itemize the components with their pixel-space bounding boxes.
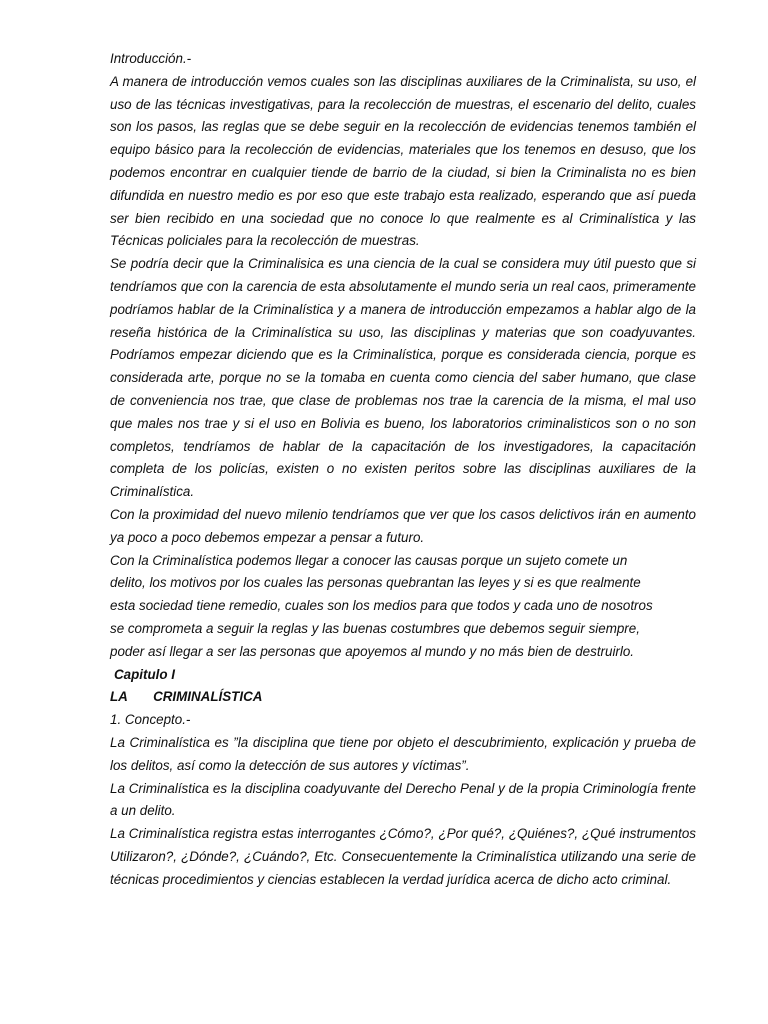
document-page (110, 48, 696, 891)
text-line: Con la Criminalística podemos llegar a conocer las causas porque un sujeto comete un (110, 552, 628, 568)
body-paragraph-7: La Criminalística registra estas interrogantes ¿Cómo?, ¿Por qué?, ¿Quiénes?, ¿Qué instrumentos Utilizaron?, ¿Dónde?, ¿Cuándo?, Etc. Consecuentemente la Criminalística utilizando una serie de técnicas procedimientos y ciencias establecen la verdad jurídica acerca de dicho acto criminal. (110, 826, 696, 887)
intro-heading: Introducción.- (110, 51, 192, 66)
definition-paragraph: La Criminalística es ”la disciplina que tiene por objeto el descubrimiento, explicación y prueba de los delitos, así como la detección de sus autores y víctimas”. (110, 734, 696, 773)
text-line: esta sociedad tiene remedio, cuales son los medios para que todos y cada uno de nosotros (110, 598, 653, 614)
intro-paragraph: A manera de introducción vemos cuales son las disciplinas auxiliares de la Criminalista, su uso, el uso de las técnicas investigativas, para la recolección de muestras, el escenario del delito, cuales son los pasos, las reglas que se debe seguir en la recolección de evidencias tenemos también el equipo básico para la recolección de evidencias, materiales que los tenemos en desuso, que los podemos encontrar en cualquier tiende de barrio de la ciudad, si bien la Criminalista no es bien difundida en nuestro medio es por eso que este trabajo esta realizado, esperando que así pueda ser bien recibido en una sociedad que no conoce lo que realmente es al Criminalística y las Técnicas policiales para la recolección de muestras. (110, 73, 696, 249)
body-paragraph-4 (110, 550, 696, 664)
text-line: delito, los motivos por los cuales las personas quebrantan las leyes y si es que realmente (110, 575, 641, 591)
text-line: poder así llegar a ser las personas que apoyemos al mundo y no más bien de destruirlo. (110, 643, 635, 659)
chapter-title: LA CRIMINALÍSTICA (110, 689, 263, 705)
body-paragraph-3: Con la proximidad del nuevo milenio tendríamos que ver que los casos delictivos irán en aumento ya poco a poco debemos empezar a pensar a futuro. (110, 506, 696, 545)
text-line: se comprometa a seguir la reglas y las buenas costumbres que debemos seguir siempre, (110, 620, 640, 636)
section-heading: 1. Concepto.- (110, 712, 191, 728)
body-paragraph-2: Se podría decir que la Criminalisica es una ciencia de la cual se considera muy útil puesto que si tendríamos que con la carencia de esta absolutamente el mundo seria un real caos, primeramente podríamos hablar de la Criminalística y a manera de introducción empezamos a hablar algo de la reseña histórica de la Criminalística su uso, las disciplinas y materias que son coadyuvantes. Podríamos empezar diciendo que es la Criminalística, porque es considerada ciencia, porque es considerada arte, porque no se la tomaba en cuenta como ciencia del saber humano, que clase de conveniencia nos trae, que clase de problemas nos trae la carencia de la misma, el mal uso que males nos trae y si el uso en Bolivia es bueno, los laboratorios criminalisticos son o no son completos, tendríamos de hablar de la capacitación de los investigadores, la capacitación completa de los policías, existen o no existen peritos sobre las disciplinas auxiliares de la Criminalística. (110, 256, 696, 500)
body-paragraph-6: La Criminalística es la disciplina coadyuvante del Derecho Penal y de la propia Criminología frente a un delito. (110, 780, 696, 819)
chapter-label: Capitulo I (114, 666, 175, 682)
